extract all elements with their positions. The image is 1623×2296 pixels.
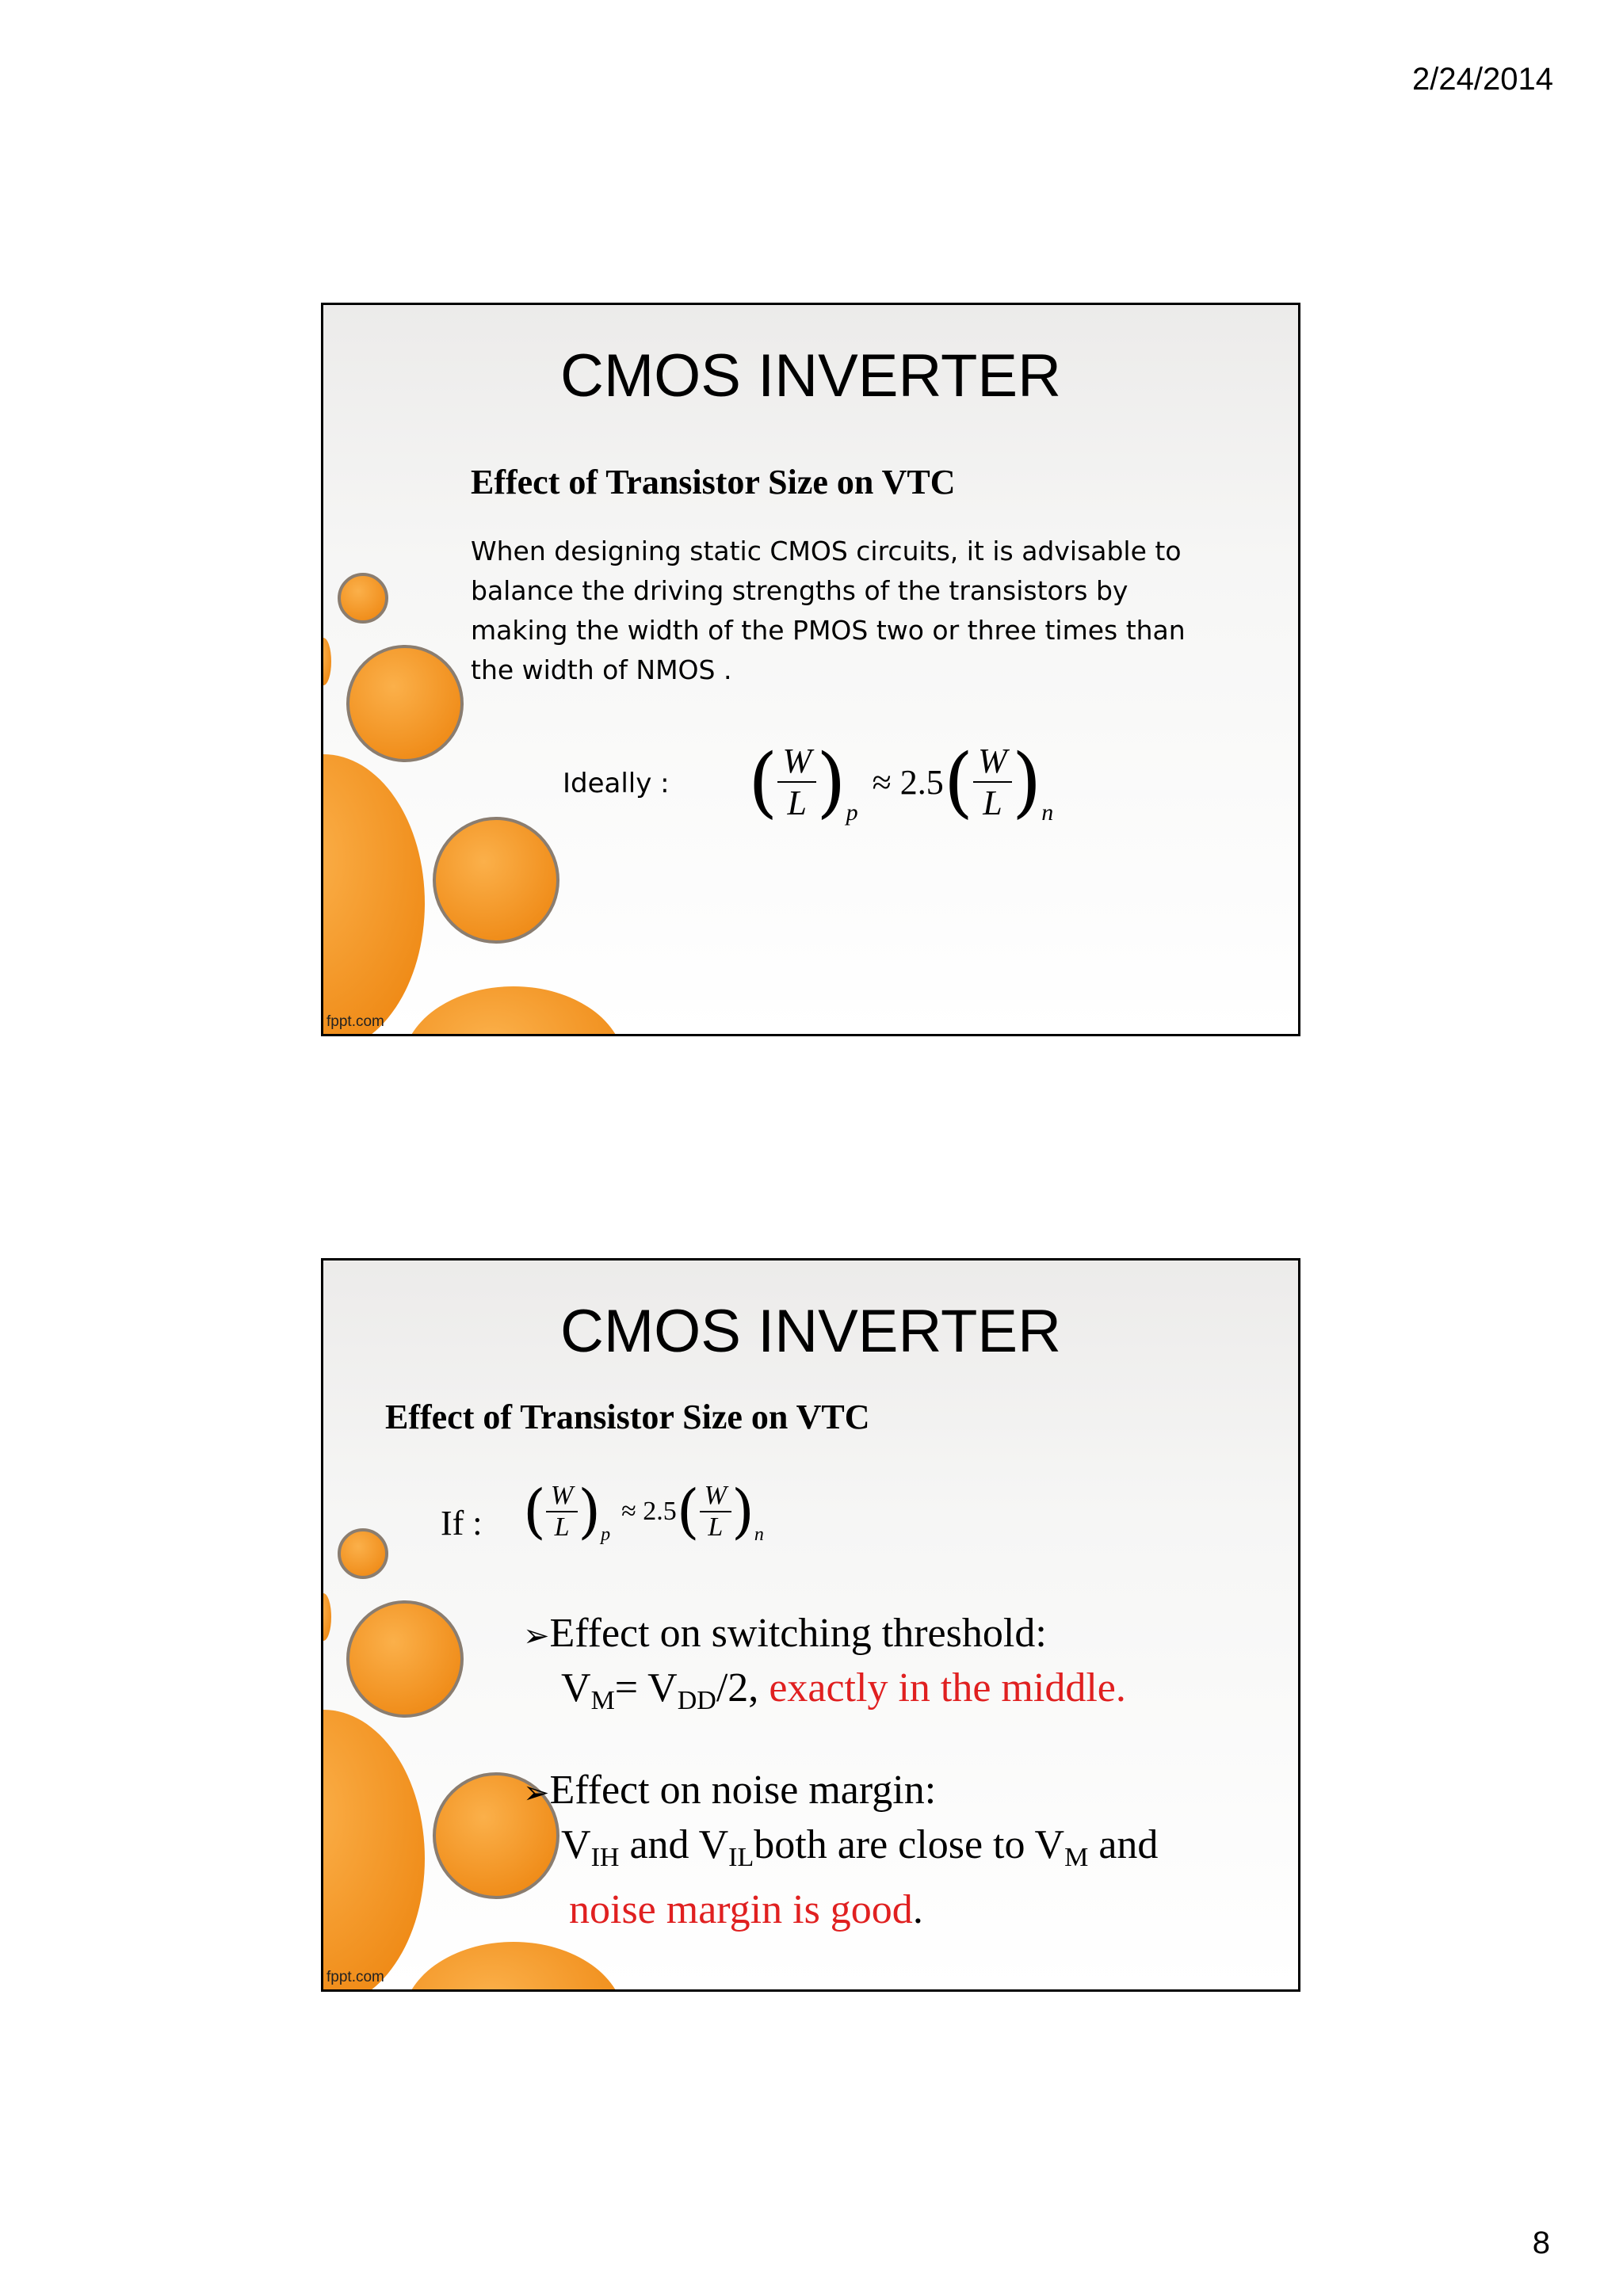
fppt-watermark: fppt.com — [327, 1969, 384, 1985]
slide-body-text: When designing static CMOS circuits, it is advisable to balance the driving strengths of the transistors by making the width of the PMOS two or three times than the width of NMOS . — [471, 536, 1186, 685]
ideally-label: Ideally : — [563, 768, 670, 799]
page-date: 2/24/2014 — [1412, 62, 1553, 97]
slide-subtitle: Effect of Transistor Size on VTC — [385, 1398, 870, 1436]
slide-2 — [321, 1258, 1300, 1992]
slide-title: CMOS INVERTER — [559, 342, 1061, 410]
fppt-watermark: fppt.com — [327, 1013, 384, 1030]
ratio-formula: ( $\frac{W}{L}$ ) p ≈ 2.5 ( $\frac{W}{L}$ ) n — [523, 1478, 764, 1546]
if-label: If : — [441, 1504, 483, 1543]
ratio-formula: ( $\frac{W}{L}$ ) p ≈ 2.5 ( $\frac{W}{L}$ ) n — [748, 738, 1054, 826]
page-number: 8 — [1532, 2225, 1550, 2260]
slide-subtitle: Effect of Transistor Size on VTC — [471, 463, 956, 502]
arrow-bullet-icon: ➢ — [523, 1775, 550, 1811]
bullet-switching-threshold: ➢Effect on switching threshold: $V_M= V_{DD}/2$, exactly in the middle. — [523, 1611, 1126, 1715]
slide-1 — [321, 303, 1300, 1036]
slide-title: CMOS INVERTER — [559, 1298, 1061, 1365]
bullet-noise-margin: ➢Effect on noise margin: $V_{IH}$ and $V_{IL}both$ are close to $V_M$ and noise margin is good. — [523, 1768, 1159, 1932]
arrow-bullet-icon: ➢ — [523, 1618, 550, 1654]
